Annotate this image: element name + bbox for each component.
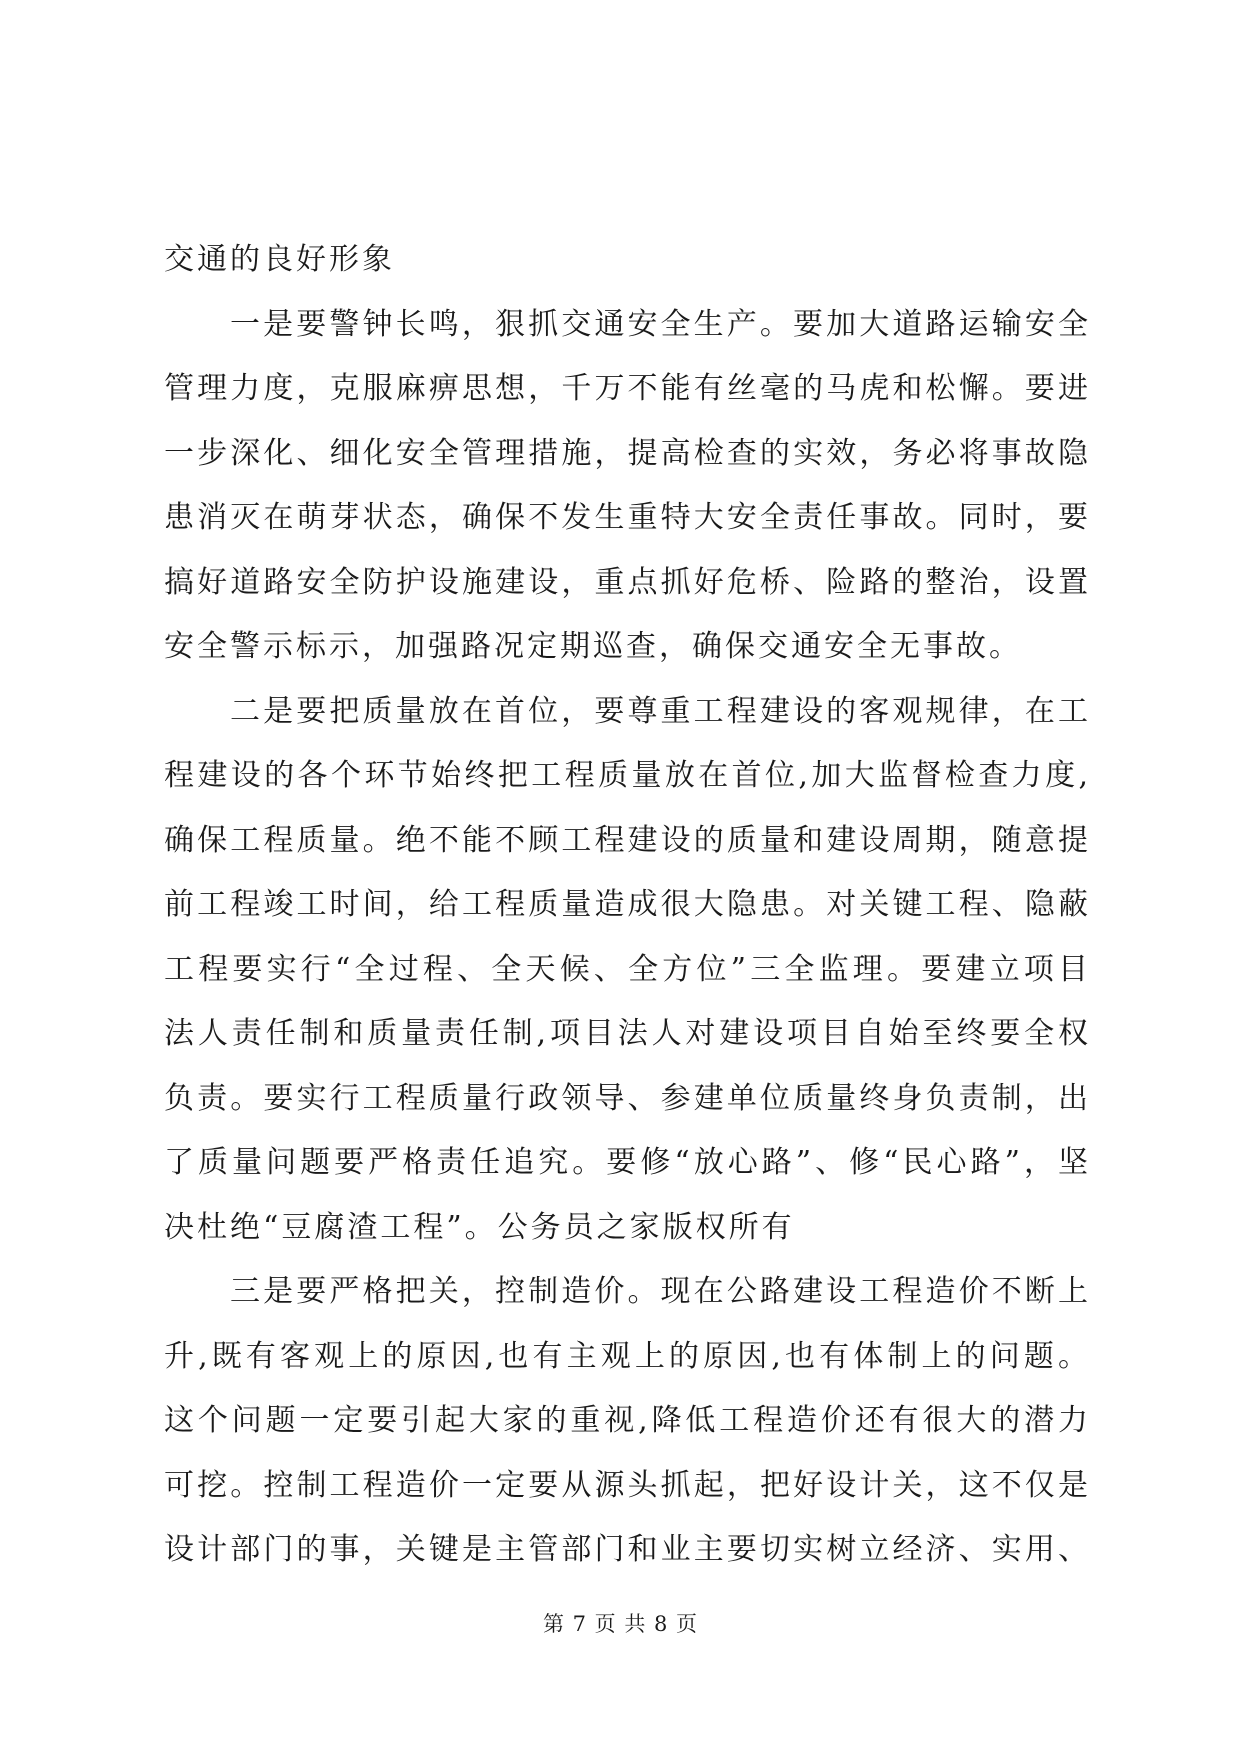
text-line: 工程要实行“全过程、全天候、全方位”三全监理。要建立项目 bbox=[164, 951, 1088, 987]
text-line: 确保工程质量。绝不能不顾工程建设的质量和建设周期，随意提 bbox=[164, 822, 1088, 858]
text-line: 管理力度，克服麻痹思想，千万不能有丝毫的马虎和松懈。要进 bbox=[164, 371, 1088, 406]
text-line: 升,既有客观上的原因,也有主观上的原因,也有体制上的问题。 bbox=[164, 1338, 1088, 1374]
text-line: 决杜绝“豆腐渣工程”。公务员之家版权所有 bbox=[164, 1209, 795, 1245]
text-line: 一步深化、细化安全管理措施，提高检查的实效，务必将事故隐 bbox=[164, 435, 1088, 471]
paragraph-2-line-1: 二是要把质量放在首位，要尊重工程建设的客观规律，在工 bbox=[230, 693, 1088, 729]
text-line: 前工程竣工时间，给工程质量造成很大隐患。对关键工程、隐蔽 bbox=[164, 887, 1088, 922]
text-line: 这个问题一定要引起大家的重视,降低工程造价还有很大的潜力 bbox=[164, 1403, 1088, 1438]
text-line: 程建设的各个环节始终把工程质量放在首位,加大监督检查力度, bbox=[164, 758, 1088, 793]
text-line: 患消灭在萌芽状态，确保不发生重特大安全责任事故。同时，要 bbox=[164, 500, 1088, 535]
text-line: 可挖。控制工程造价一定要从源头抓起，把好设计关，这不仅是 bbox=[164, 1467, 1088, 1503]
text-line: 搞好道路安全防护设施建设，重点抓好危桥、险路的整治，设置 bbox=[164, 564, 1088, 600]
text-line: 安全警示标示，加强路况定期巡查，确保交通安全无事故。 bbox=[164, 629, 1022, 664]
text-line: 了质量问题要严格责任追究。要修“放心路”、修“民心路”，坚 bbox=[164, 1145, 1088, 1180]
text-line: 法人责任制和质量责任制,项目法人对建设项目自始至终要全权 bbox=[164, 1016, 1088, 1051]
text-line: 交通的良好形象 bbox=[164, 242, 395, 277]
paragraph-1-line-1: 一是要警钟长鸣，狠抓交通安全生产。要加大道路运输安全 bbox=[230, 306, 1088, 342]
paragraph-3-line-1: 三是要严格把关，控制造价。现在公路建设工程造价不断上 bbox=[230, 1274, 1088, 1309]
document-body bbox=[164, 228, 1088, 1583]
page-number-footer: 第 7 页 共 8 页 bbox=[542, 1612, 699, 1636]
text-line: 设计部门的事，关键是主管部门和业主要切实树立经济、实用、 bbox=[164, 1532, 1088, 1567]
text-line: 负责。要实行工程质量行政领导、参建单位质量终身负责制，出 bbox=[164, 1080, 1088, 1116]
